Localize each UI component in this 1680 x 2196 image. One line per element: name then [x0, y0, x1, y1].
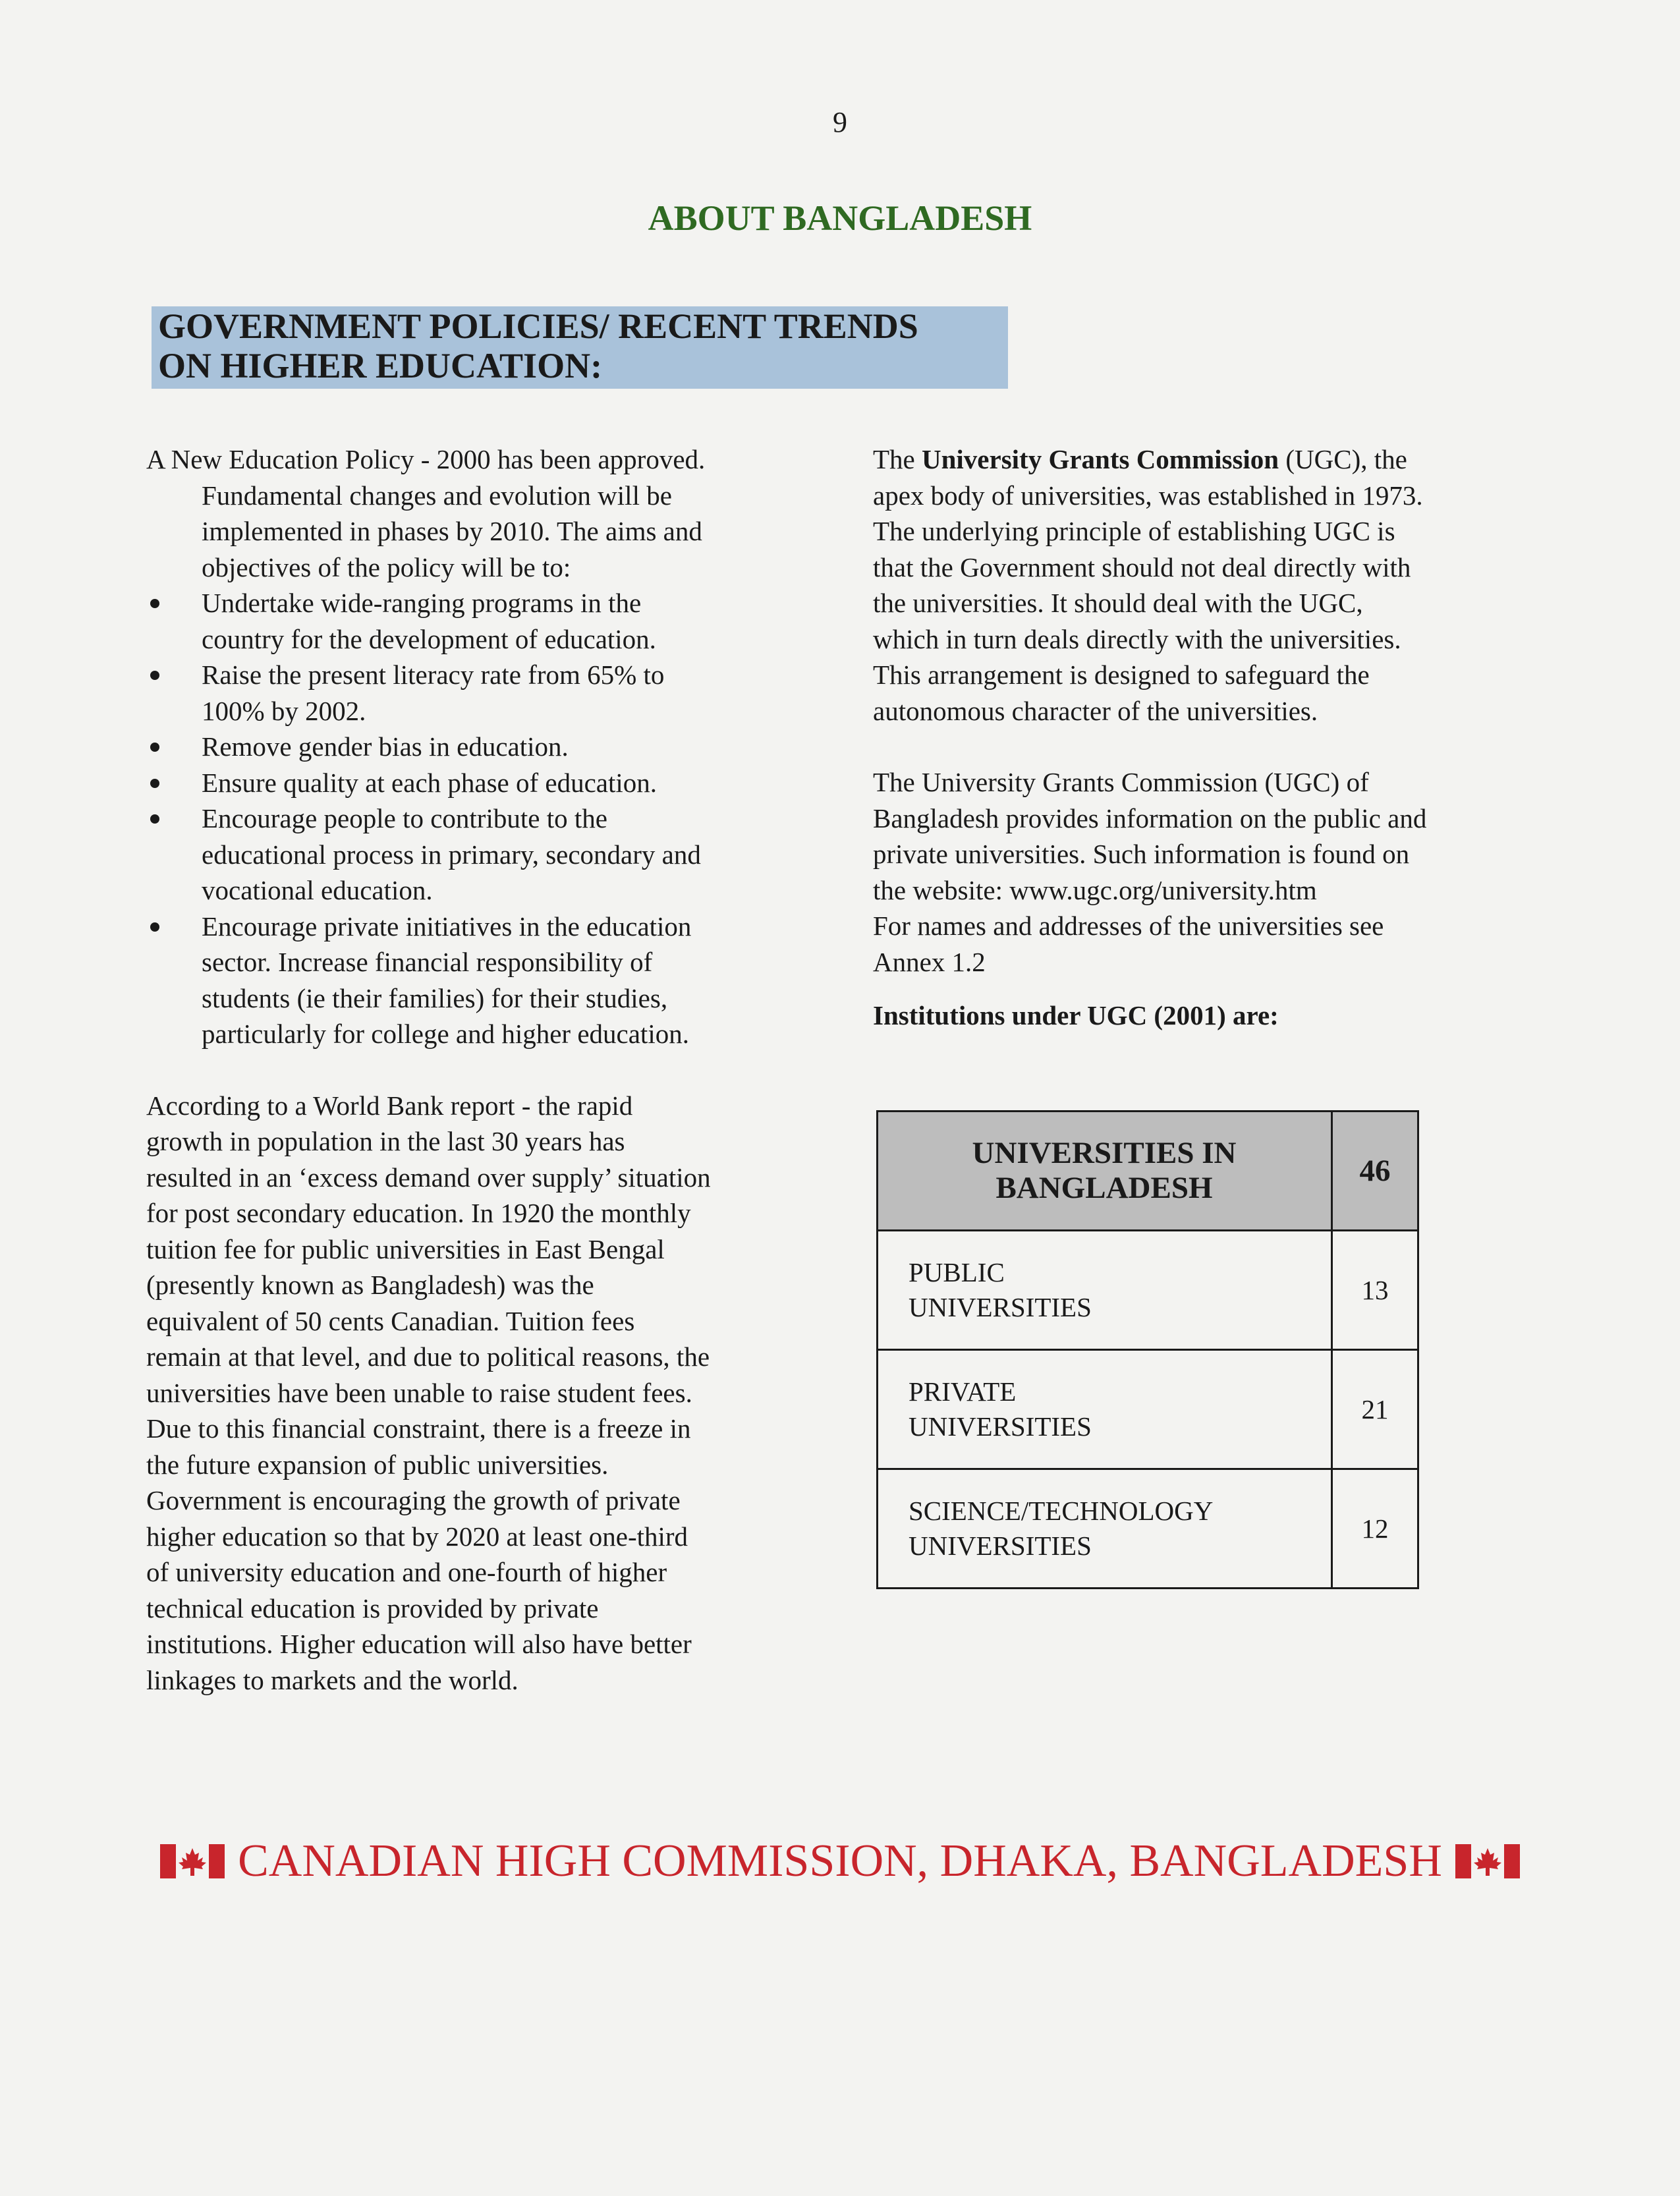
text-line: that the Government should not deal directly with [873, 551, 1411, 582]
text-line: BANGLADESH [995, 1171, 1213, 1205]
text-line: Encourage private initiatives in the education [202, 911, 692, 942]
table-cell-value: 12 [1332, 1469, 1418, 1589]
text-line: Raise the present literacy rate from 65% to [202, 660, 665, 690]
text-line: (presently known as Bangladesh) was the [146, 1270, 594, 1300]
text-line: of university education and one-fourth of higher [146, 1557, 667, 1587]
text-line: SCIENCE/TECHNOLOGY [909, 1496, 1214, 1526]
table-header-label [878, 1112, 1332, 1231]
section-heading-line-1: GOVERNMENT POLICIES/ RECENT TRENDS [158, 306, 918, 346]
text-line: objectives of the policy will be to: [202, 551, 571, 582]
list-item [146, 801, 845, 909]
section-heading [152, 306, 1008, 389]
text-line: the future expansion of public universities. [146, 1449, 609, 1480]
policy-intro [146, 441, 845, 478]
text-line [873, 441, 1545, 478]
bullet-icon [150, 814, 159, 824]
table-row [878, 1350, 1418, 1469]
footer [0, 1835, 1680, 1888]
text-line: Annex 1.2 [873, 946, 986, 977]
text-line: country for the development of education. [202, 623, 656, 654]
canada-flag-icon [1455, 1844, 1520, 1878]
list-item [146, 909, 845, 1052]
text-line: Government is encouraging the growth of private [146, 1485, 681, 1515]
text-line: which in turn deals directly with the universities. [873, 623, 1401, 654]
text-line: Undertake wide-ranging programs in the [202, 588, 642, 618]
text-line: Encourage people to contribute to the [202, 803, 607, 833]
text-line: UNIVERSITIES IN [972, 1136, 1237, 1170]
text-line: remain at that level, and due to political reasons, the [146, 1341, 710, 1372]
text-line: The underlying principle of establishing UGC is [873, 516, 1395, 546]
institutions-heading: Institutions under UGC (2001) are: [873, 1000, 1279, 1030]
table-row [878, 1469, 1418, 1589]
right-column [873, 441, 1545, 1034]
table-cell-label [878, 1469, 1332, 1589]
text-line: tuition fee for public universities in East Bengal [146, 1233, 665, 1264]
list-item [146, 765, 845, 801]
table-header-row [878, 1112, 1418, 1231]
text-line: linkages to markets and the world. [146, 1664, 518, 1695]
text-line: for post secondary education. In 1920 the monthly [146, 1198, 691, 1228]
footer-text: CANADIAN HIGH COMMISSION, DHAKA, BANGLADESH [238, 1836, 1442, 1886]
text-line: private universities. Such information is found on [873, 839, 1410, 869]
text-line: For names and addresses of the universities see [873, 911, 1384, 941]
left-column [146, 441, 845, 1698]
table-row [878, 1231, 1418, 1350]
ugc-rest: (UGC), the [1279, 444, 1407, 474]
header-title: ABOUT BANGLADESH [648, 198, 1032, 238]
bullet-icon [150, 922, 159, 932]
text-line: According to a World Bank report - the rapid [146, 1090, 633, 1121]
ugc-the: The [873, 444, 922, 474]
bullet-icon [150, 743, 159, 752]
text-line: UNIVERSITIES [909, 1411, 1092, 1442]
table-cell-label [878, 1231, 1332, 1350]
text-line: Fundamental changes and evolution will be [202, 480, 672, 511]
section-heading-line-2: ON HIGHER EDUCATION: [158, 346, 603, 385]
text-line: the universities. It should deal with the UGC, [873, 588, 1363, 618]
text-line: higher education so that by 2020 at least one-third [146, 1521, 688, 1552]
text-line: The University Grants Commission (UGC) of [873, 767, 1369, 797]
bullet-icon [150, 671, 159, 680]
text-line: equivalent of 50 cents Canadian. Tuition fees [146, 1305, 635, 1336]
text-line: technical education is provided by private [146, 1592, 599, 1623]
text-line: sector. Increase financial responsibility of [202, 947, 653, 977]
text-line: PUBLIC [909, 1257, 1005, 1287]
text-line: Due to this financial constraint, there is a freeze in [146, 1413, 691, 1444]
text-line: universities have been unable to raise student fees. [146, 1377, 692, 1408]
table-cell-label [878, 1350, 1332, 1469]
text-line: educational process in primary, secondary and [202, 839, 701, 870]
universities-table [876, 1110, 1419, 1589]
text-line: institutions. Higher education will also have better [146, 1629, 692, 1659]
text-line: the website: www.ugc.org/university.htm [873, 874, 1317, 905]
text-line: apex body of universities, was established in 1973. [873, 480, 1423, 511]
policy-intro-first-line: A New Education Policy - 2000 has been approved. [146, 444, 706, 474]
bullet-icon [150, 779, 159, 788]
text-line: students (ie their families) for their studies, [202, 982, 668, 1013]
ugc-name: University Grants Commission [922, 444, 1279, 474]
text-line: UNIVERSITIES [909, 1292, 1092, 1322]
text-line: PRIVATE [909, 1376, 1017, 1407]
table-cell-value: 21 [1332, 1350, 1418, 1469]
text-line: autonomous character of the universities. [873, 695, 1318, 726]
table-header-value: 46 [1332, 1112, 1418, 1231]
text-line: vocational education. [202, 875, 433, 905]
world-bank-paragraph [146, 1088, 845, 1699]
text-line: particularly for college and higher education. [202, 1019, 689, 1049]
text-line: implemented in phases by 2010. The aims and [202, 516, 702, 546]
list-item [146, 729, 845, 765]
text-line: Bangladesh provides information on the public and [873, 802, 1427, 833]
list-item [146, 657, 845, 729]
text-line: 100% by 2002. [202, 695, 366, 726]
text-line: This arrangement is designed to safeguard the [873, 660, 1370, 690]
list-item [146, 585, 845, 657]
text-line: Remove gender bias in education. [202, 731, 569, 762]
policy-objectives-list [146, 585, 845, 1052]
policy-intro-continued [146, 478, 845, 586]
table-cell-value: 13 [1332, 1231, 1418, 1350]
bullet-icon [150, 599, 159, 608]
text-line: UNIVERSITIES [909, 1531, 1092, 1561]
ugc-info-paragraph [873, 764, 1545, 980]
text-line: Ensure quality at each phase of education. [202, 767, 658, 798]
canada-flag-icon [160, 1844, 225, 1878]
ugc-paragraph [873, 441, 1545, 729]
page-number: 9 [833, 106, 847, 138]
text-line: resulted in an ‘excess demand over supply’ situation [146, 1162, 711, 1193]
text-line: growth in population in the last 30 years has [146, 1126, 625, 1156]
